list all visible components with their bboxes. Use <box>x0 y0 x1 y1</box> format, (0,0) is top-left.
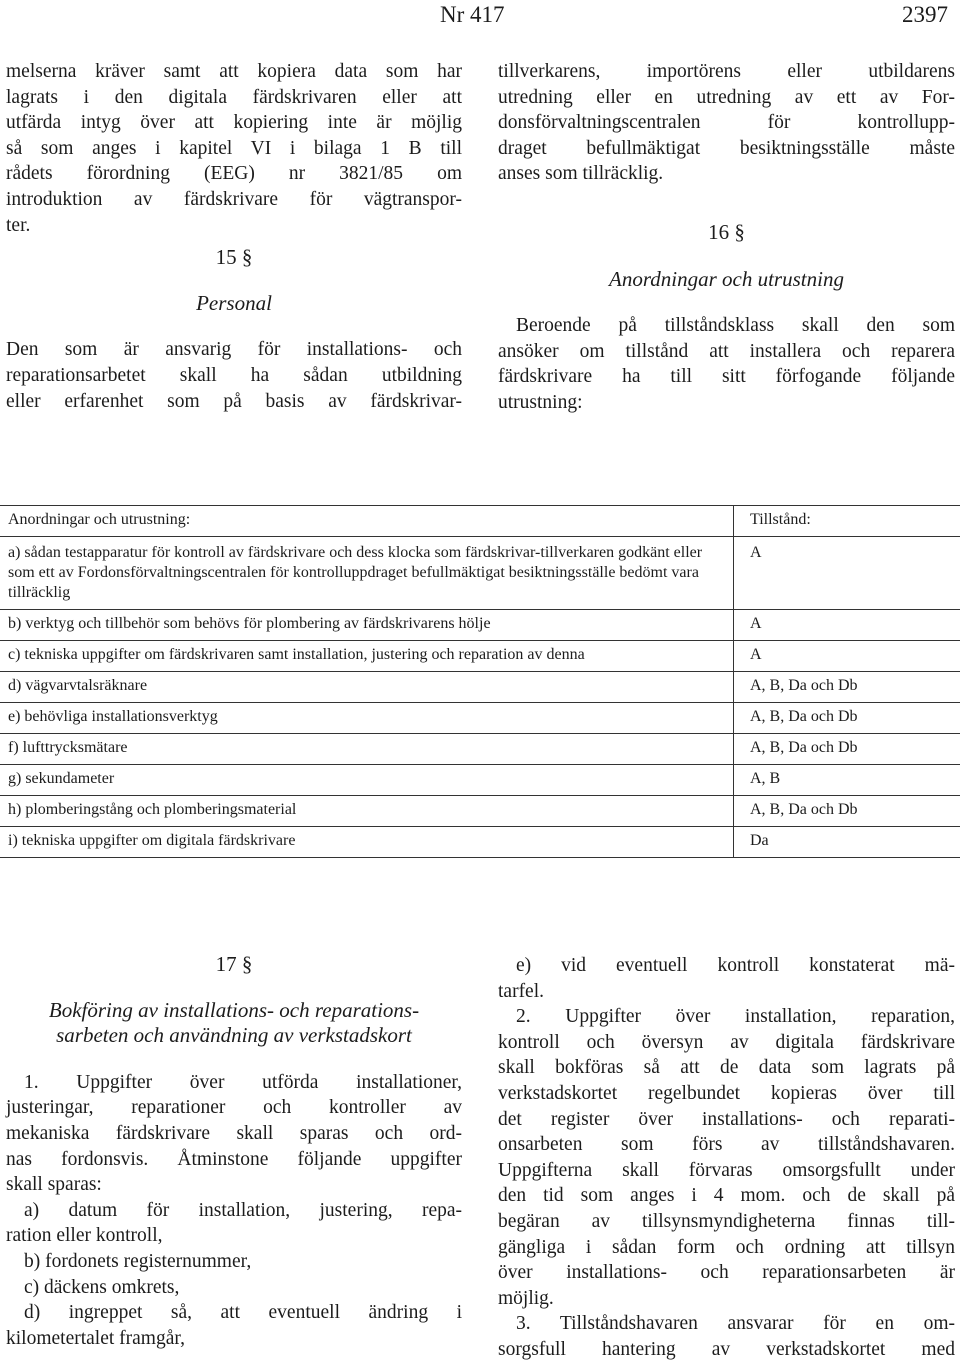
text-line: färdskrivare ha till sitt förfogande följande <box>498 366 955 388</box>
table-cell-item: i) tekniska uppgifter om digitala färdskrivare <box>0 827 734 857</box>
text-line: sorgsfull hantering av verkstadskortet med <box>498 1338 955 1360</box>
text-line: utfärda intyg över att kopiering inte är möjlig <box>6 112 462 134</box>
table-cell-permit: A, B, Da och Db <box>750 801 858 818</box>
table-cell-item: f) lufttrycksmätare <box>0 734 734 764</box>
equipment-table <box>0 505 960 858</box>
text-line: melserna kräver samt att kopiera data som har <box>6 61 462 82</box>
text-line: justeringar, reparationer och kontroller av <box>6 1097 462 1119</box>
text-line: introduktion av färdskrivare för vägtranspor- <box>6 188 462 210</box>
table-cell-item: h) plomberingstång och plomberingsmaterial <box>0 796 734 826</box>
column-header-permit: Tillstånd: <box>750 511 811 528</box>
table-row <box>0 671 960 702</box>
text-line: eller erfarenhet som på basis av färdskrivar- <box>6 390 462 412</box>
table-row <box>0 702 960 733</box>
section-heading: sarbeten och användning av verkstadskort <box>56 1023 412 1048</box>
section-heading: Anordningar och utrustning <box>609 266 844 291</box>
table-row <box>0 640 960 671</box>
table-cell-permit: A, B, Da och Db <box>750 677 858 694</box>
table-cell-permit: A <box>750 646 762 663</box>
text-line: gängliga i sådan form och ordning att tillsyn <box>498 1236 955 1258</box>
table-cell-permit: A, B <box>750 770 781 787</box>
bottom-right-column <box>498 953 955 1363</box>
text-line: 3. Tillståndshavaren ansvarar för en om- <box>516 1313 955 1335</box>
bottom-left-column <box>6 952 462 1351</box>
text-line: a) datum för installation, justering, repa- <box>24 1199 462 1221</box>
table-row <box>0 764 960 795</box>
text-line: den tid som anges i 4 mom. och de skall på <box>498 1185 955 1207</box>
table-cell-permit: A <box>750 615 762 632</box>
section-number: 16 § <box>708 219 745 244</box>
text-line: kontroll och översyn av digitala färdskrivare <box>498 1031 955 1053</box>
page-number: 2397 <box>902 2 948 27</box>
text-line: onsarbeten som förs av tillståndshavaren. <box>498 1134 955 1156</box>
text-line: d) ingreppet så, att eventuell ändring i <box>24 1302 462 1324</box>
table-cell-permit: Da <box>750 832 769 849</box>
text-line: det register över installations- och reparati- <box>498 1108 955 1130</box>
text-line: utrustning: <box>498 391 583 413</box>
table-cell-item: d) vägvarvtalsräknare <box>0 672 734 702</box>
text-line: kilometertalet framgår, <box>6 1327 185 1349</box>
top-left-column <box>6 59 462 414</box>
table-cell-item: g) sekundameter <box>0 765 734 795</box>
text-line: rådets förordning (EEG) nr 3821/85 om <box>6 163 462 185</box>
column-header-item: Anordningar och utrustning: <box>0 506 734 536</box>
table-row <box>0 733 960 764</box>
table-header-row <box>0 506 960 536</box>
top-right-column <box>498 59 955 416</box>
text-line: begäran av tillsynsmyndigheterna finnas till- <box>498 1210 955 1232</box>
text-line: ansöker om tillstånd att installera och reparera <box>498 340 955 362</box>
text-line: lagrats i den digitala färdskrivaren eller att <box>6 86 462 108</box>
text-line: tillverkarens, importörens eller utbildarens <box>498 61 955 82</box>
text-line: Den som är ansvarig för installations- och <box>6 339 462 361</box>
text-line: mekaniska färdskrivare skall sparas och ord- <box>6 1122 462 1144</box>
text-line: anses som tillräcklig. <box>498 163 664 185</box>
text-line: Uppgifterna skall förvaras omsorgsfullt under <box>498 1159 955 1181</box>
text-line: skall bokföras så att de data som lagrats på <box>498 1057 955 1079</box>
table-row <box>0 795 960 826</box>
text-line: utredning eller en utredning av ett av For- <box>498 86 955 108</box>
table-row <box>0 826 960 857</box>
table-row <box>0 536 960 609</box>
section-number: 15 § <box>215 245 253 270</box>
text-line: reparationsarbetet skall ha sådan utbildning <box>6 364 462 386</box>
text-line: ration eller kontroll, <box>6 1225 163 1247</box>
section-number: 17 § <box>215 952 253 976</box>
text-line: e) vid eventuell kontroll konstaterat mä- <box>516 955 955 976</box>
text-line: möjlig. <box>498 1287 554 1309</box>
table-cell-item: e) behövliga installationsverktyg <box>0 703 734 733</box>
table-cell-permit: A <box>750 544 762 561</box>
text-line: skall sparas: <box>6 1174 102 1196</box>
text-line: 1. Uppgifter över utförda installationer, <box>24 1071 462 1093</box>
table-row <box>0 609 960 640</box>
issue-number: Nr 417 <box>440 2 505 27</box>
text-line: så som anges i kapitel VI i bilaga 1 B till <box>6 137 462 159</box>
text-line: nas fordonsvis. Åtminstone följande uppgifter <box>6 1148 462 1170</box>
section-heading: Personal <box>196 290 272 315</box>
table-cell-permit: A, B, Da och Db <box>750 708 858 725</box>
text-line: b) fordonets registernummer, <box>24 1250 252 1272</box>
text-line: Beroende på tillståndsklass skall den som <box>516 315 955 337</box>
table-cell-item: b) verktyg och tillbehör som behövs för plombering av färdskrivarens hölje <box>0 610 734 640</box>
text-line: draget befullmäktigat besiktningsställe måste <box>498 137 955 159</box>
text-line: över installations- och reparationsarbeten är <box>498 1262 955 1284</box>
section-heading: Bokföring av installations- och reparations- <box>48 997 420 1022</box>
text-line: ter. <box>6 214 31 236</box>
text-line: 2. Uppgifter över installation, reparation, <box>516 1006 955 1028</box>
table-cell-item: a) sådan testapparatur för kontroll av färdskrivare och dess klocka som färdskrivar-tillverkaren godkänt eller som ett av Fordonsförvaltningscentralen för kontrolluppdraget befullmäktigat besiktningsställe bedömt vara tillräcklig <box>0 537 734 609</box>
text-line: tarfel. <box>498 980 545 1002</box>
text-line: donsförvaltningscentralen för kontrollupp- <box>498 112 955 134</box>
table-cell-permit: A, B, Da och Db <box>750 739 858 756</box>
text-line: c) däckens omkrets, <box>24 1276 180 1298</box>
table-cell-item: c) tekniska uppgifter om färdskrivaren samt installation, justering och reparation av denna <box>0 641 734 671</box>
text-line: verkstadskortet regelbundet kopieras över till <box>498 1082 955 1104</box>
